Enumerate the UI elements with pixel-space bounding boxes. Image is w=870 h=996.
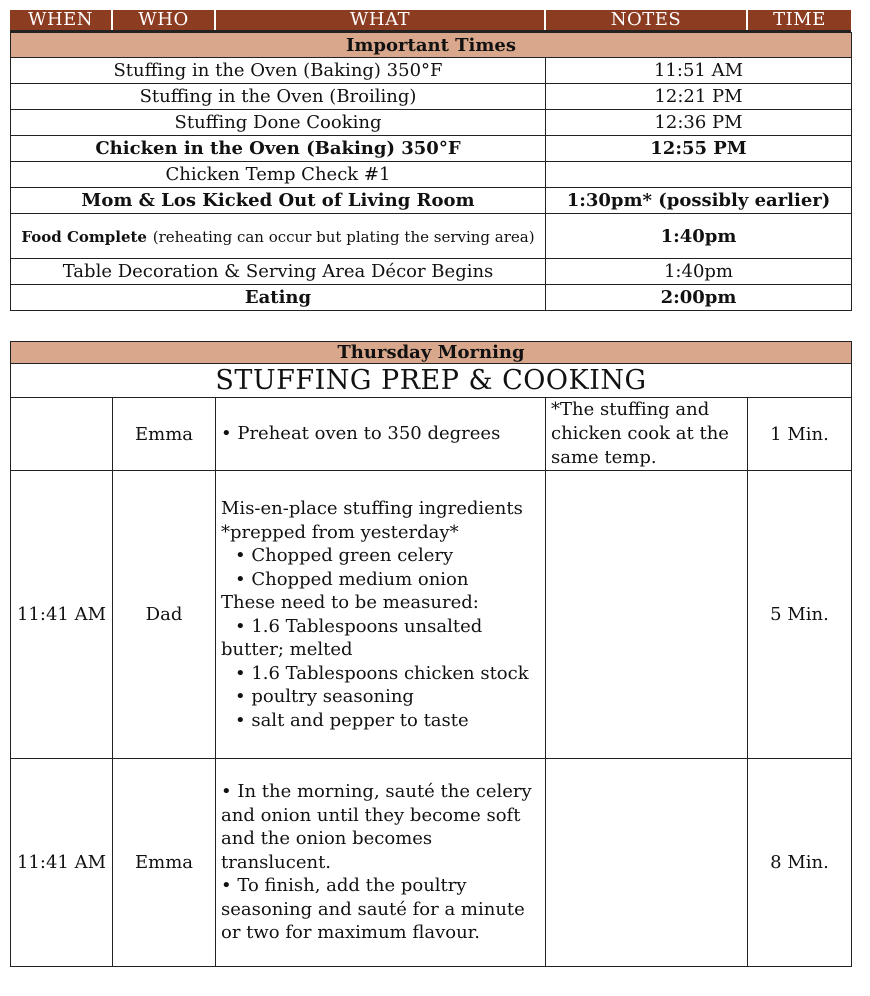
header-when: WHEN (10, 10, 112, 31)
event-time: 12:36 PM (546, 110, 852, 136)
when-cell: 11:41 AM (11, 471, 113, 759)
event-time: 1:30pm* (possibly earlier) (546, 188, 852, 214)
section-banner: STUFFING PREP & COOKING (11, 364, 852, 398)
table-row (11, 188, 852, 214)
what-cell: • Preheat oven to 350 degrees (216, 398, 546, 471)
list-item: • Chopped medium onion (235, 568, 469, 590)
event-label: Chicken in the Oven (Baking) 350°F (11, 136, 546, 162)
event-label: Stuffing in the Oven (Baking) 350°F (11, 58, 546, 84)
what-cell (216, 471, 546, 759)
food-complete-detail: (reheating can occur but plating the serving area) (152, 227, 535, 246)
important-times-table (10, 32, 852, 311)
event-label: Stuffing Done Cooking (11, 110, 546, 136)
list-item: • Chopped green celery (235, 545, 454, 566)
event-label: Eating (11, 285, 546, 311)
who-cell: Emma (113, 759, 216, 967)
table-row (11, 759, 852, 967)
list-item: These need to be measured: (221, 592, 479, 613)
list-item: • 1.6 Tablespoons chicken stock (235, 662, 529, 684)
header-who: WHO (112, 10, 215, 31)
header-time: TIME (747, 10, 851, 31)
event-label: Mom & Los Kicked Out of Living Room (11, 188, 546, 214)
section-title: Thursday Morning (11, 342, 852, 364)
event-time: 12:55 PM (546, 136, 852, 162)
what-cell (216, 759, 546, 967)
column-header-bar (10, 10, 851, 32)
table-row (11, 136, 852, 162)
table-row (11, 285, 852, 311)
event-label: Stuffing in the Oven (Broiling) (11, 84, 546, 110)
event-time: 2:00pm (546, 285, 852, 311)
table-row (11, 398, 852, 471)
list-item: • salt and pepper to taste (235, 709, 469, 731)
list-item: • To finish, add the poultry seasoning and sauté for a minute or two for maximum flavour. (221, 875, 525, 944)
time-cell: 1 Min. (748, 398, 852, 471)
table-row (11, 110, 852, 136)
time-cell: 5 Min. (748, 471, 852, 759)
event-label: Table Decoration & Serving Area Décor Begins (11, 259, 546, 285)
header-notes: NOTES (545, 10, 747, 31)
notes-cell (546, 759, 748, 967)
event-time: 12:21 PM (546, 84, 852, 110)
header-what: WHAT (215, 10, 545, 31)
table-row (11, 259, 852, 285)
notes-cell (546, 471, 748, 759)
list-item: • In the morning, sauté the celery and onion until they become soft and the onion becomes translucent. (221, 781, 532, 873)
table-row (11, 471, 852, 759)
event-time (546, 162, 852, 188)
who-cell: Emma (113, 398, 216, 471)
list-item: • poultry seasoning (235, 686, 414, 707)
table-row (11, 214, 852, 259)
list-item: Mis-en-place stuffing ingredients (221, 498, 523, 519)
list-item: *prepped from yesterday* (221, 521, 459, 543)
when-cell: 11:41 AM (11, 759, 113, 967)
stuffing-prep-table (10, 341, 852, 967)
table-row (11, 84, 852, 110)
event-time: 1:40pm (546, 214, 852, 259)
table-row (11, 58, 852, 84)
who-cell: Dad (113, 471, 216, 759)
important-times-title: Important Times (11, 33, 852, 58)
when-cell (11, 398, 113, 471)
event-time: 1:40pm (546, 259, 852, 285)
food-complete-cell (11, 214, 546, 259)
notes-cell: *The stuffing and chicken cook at the same temp. (546, 398, 748, 471)
time-cell: 8 Min. (748, 759, 852, 967)
list-item: butter; melted (221, 639, 353, 660)
event-time: 11:51 AM (546, 58, 852, 84)
list-item: • 1.6 Tablespoons unsalted (235, 615, 483, 637)
food-complete-label: Food Complete (21, 227, 147, 246)
event-label: Chicken Temp Check #1 (11, 162, 546, 188)
table-row (11, 162, 852, 188)
